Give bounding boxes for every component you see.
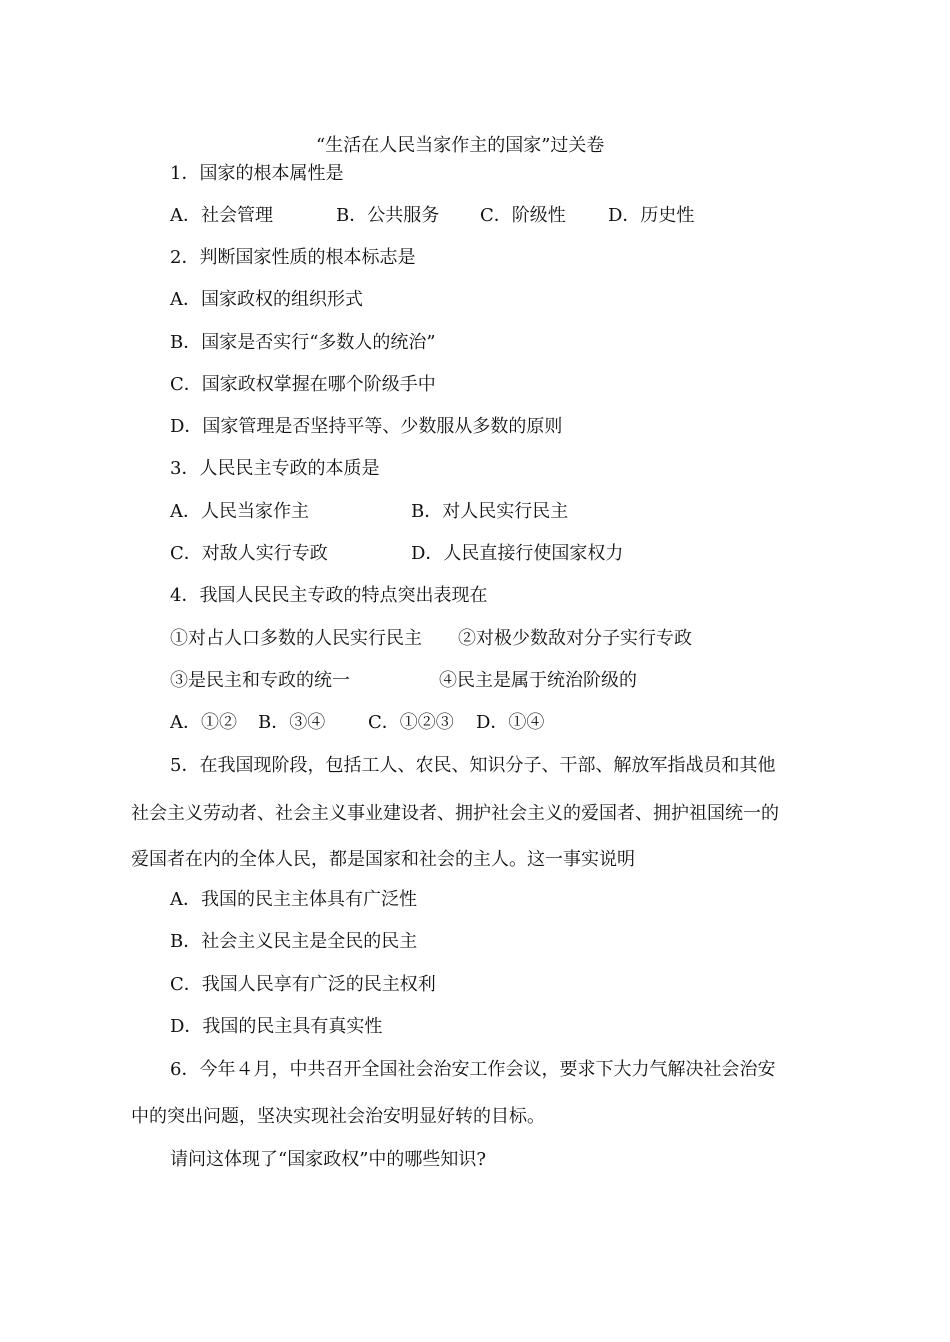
question-4-item-1: ①对占人口多数的人民实行民主 bbox=[170, 628, 422, 649]
question-5-stem-line-3: 爱国者在内的全体人民，都是国家和社会的主人。这一事实说明 bbox=[131, 849, 635, 870]
question-4-option-c[interactable]: C．①②③ bbox=[368, 712, 454, 733]
question-2-option-c[interactable]: C．国家政权掌握在哪个阶级手中 bbox=[170, 374, 436, 395]
question-5-option-c[interactable]: C．我国人民享有广泛的民主权利 bbox=[170, 974, 436, 995]
question-6-stem-line-2: 中的突出问题，坚决实现社会治安明显好转的目标。 bbox=[131, 1106, 545, 1127]
question-2-option-a[interactable]: A．国家政权的组织形式 bbox=[170, 289, 363, 310]
question-4-item-3: ③是民主和专政的统一 bbox=[170, 670, 350, 691]
question-1-option-c[interactable]: C．阶级性 bbox=[480, 205, 566, 226]
question-6-prompt: 请问这体现了“国家政权”中的哪些知识? bbox=[170, 1149, 487, 1170]
question-5-option-a[interactable]: A．我国的民主主体具有广泛性 bbox=[170, 889, 417, 910]
question-2-option-d[interactable]: D．国家管理是否坚持平等、少数服从多数的原则 bbox=[170, 416, 563, 437]
question-5-stem-line-1: 5．在我国现阶段，包括工人、农民、知识分子、干部、解放军指战员和其他 bbox=[170, 755, 776, 776]
question-5-option-b[interactable]: B．社会主义民主是全民的民主 bbox=[170, 931, 418, 952]
question-2-stem: 2．判断国家性质的根本标志是 bbox=[170, 247, 416, 268]
question-4-stem: 4．我国人民民主专政的特点突出表现在 bbox=[170, 585, 488, 606]
question-1-stem: 1．国家的根本属性是 bbox=[170, 163, 344, 184]
question-1-options bbox=[170, 204, 730, 228]
question-6-stem-line-1: 6．今年４月，中共召开全国社会治安工作会议，要求下大力气解决社会治安 bbox=[170, 1059, 776, 1080]
question-5-option-d[interactable]: D．我国的民主具有真实性 bbox=[170, 1016, 383, 1037]
question-2-option-b[interactable]: B．国家是否实行“多数人的统治” bbox=[170, 332, 436, 353]
question-5-stem-line-2: 社会主义劳动者、社会主义事业建设者、拥护社会主义的爱国者、拥护祖国统一的 bbox=[131, 803, 779, 824]
question-4-item-2: ②对极少数敌对分子实行专政 bbox=[458, 628, 692, 649]
page-title: “生活在人民当家作主的国家”过关卷 bbox=[316, 135, 605, 156]
question-3-stem: 3．人民民主专政的本质是 bbox=[170, 458, 380, 479]
question-3-option-c[interactable]: C．对敌人实行专政 bbox=[170, 543, 328, 564]
question-3-option-a[interactable]: A．人民当家作主 bbox=[170, 501, 309, 522]
question-4-option-a[interactable]: A．①② bbox=[170, 712, 237, 733]
question-1-option-b[interactable]: B．公共服务 bbox=[336, 205, 440, 226]
question-4-option-b[interactable]: B．③④ bbox=[258, 712, 326, 733]
question-1-option-d[interactable]: D．历史性 bbox=[608, 205, 695, 226]
question-4-options bbox=[170, 711, 570, 735]
question-4-option-d[interactable]: D．①④ bbox=[476, 712, 545, 733]
question-3-option-b[interactable]: B．对人民实行民主 bbox=[411, 501, 569, 522]
question-1-option-a[interactable]: A．社会管理 bbox=[170, 205, 273, 226]
question-3-option-d[interactable]: D．人民直接行使国家权力 bbox=[411, 543, 624, 564]
question-4-item-4: ④民主是属于统治阶级的 bbox=[439, 670, 637, 691]
